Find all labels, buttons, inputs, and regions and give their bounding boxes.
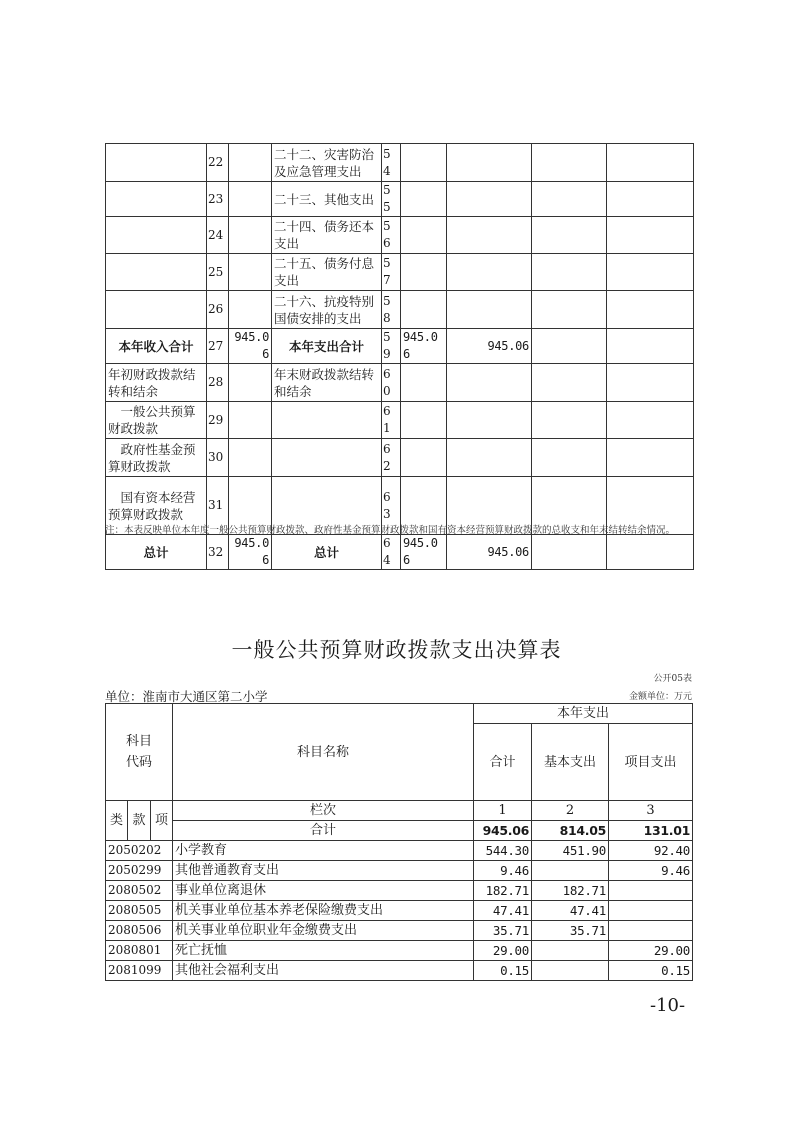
- income-label: 政府性基金预算财政拨款: [106, 439, 207, 477]
- income-index: 24: [207, 217, 229, 254]
- expense-state-capital: [607, 329, 694, 364]
- expense-gov-fund: [532, 254, 607, 291]
- sum-project: 131.01: [609, 821, 693, 841]
- income-label: [106, 182, 207, 217]
- income-index: 22: [207, 144, 229, 182]
- table-row: [106, 254, 694, 291]
- expense-general-budget: [447, 254, 532, 291]
- column-order-label: 栏次: [173, 801, 474, 821]
- table-row-year-total: [106, 329, 694, 364]
- row-basic: [532, 861, 609, 881]
- expense-general-budget: [447, 291, 532, 329]
- row-project: 0.15: [609, 961, 693, 981]
- column-order-1: 1: [474, 801, 532, 821]
- expense-index: 64: [382, 535, 401, 570]
- expense-total: [401, 144, 447, 182]
- income-label: [106, 291, 207, 329]
- income-index: 26: [207, 291, 229, 329]
- reporting-unit: 单位：淮南市大通区第二小学: [105, 689, 268, 704]
- expense-label: 二十五、债务付息支出: [272, 254, 382, 291]
- expense-label: 二十四、债务还本支出: [272, 217, 382, 254]
- table-row: [106, 402, 694, 439]
- expense-gov-fund: [532, 439, 607, 477]
- income-label: [106, 254, 207, 291]
- expense-state-capital: [607, 364, 694, 402]
- row-basic: 182.71: [532, 881, 609, 901]
- expense-gov-fund: [532, 535, 607, 570]
- expense-label: 本年支出合计: [272, 329, 382, 364]
- fiscal-income-expenditure-table: [105, 143, 694, 570]
- expense-gov-fund: [532, 144, 607, 182]
- income-index: 29: [207, 402, 229, 439]
- expense-general-budget: [447, 182, 532, 217]
- expense-total: 945.06: [401, 535, 447, 570]
- income-index: 32: [207, 535, 229, 570]
- income-value: [229, 291, 272, 329]
- table-row: [106, 291, 694, 329]
- expense-index: 58: [382, 291, 401, 329]
- table-row: [106, 439, 694, 477]
- subject-name: 机关事业单位职业年金缴费支出: [173, 921, 474, 941]
- income-value: [229, 217, 272, 254]
- expense-general-budget: [447, 144, 532, 182]
- expense-label: [272, 402, 382, 439]
- sum-basic: 814.05: [532, 821, 609, 841]
- table-row: [106, 941, 693, 961]
- expense-label: 总计: [272, 535, 382, 570]
- expense-index: 60: [382, 364, 401, 402]
- header-total: 合计: [474, 724, 532, 801]
- expense-state-capital: [607, 291, 694, 329]
- income-index: 25: [207, 254, 229, 291]
- row-basic: 451.90: [532, 841, 609, 861]
- row-project: [609, 881, 693, 901]
- income-label: [106, 144, 207, 182]
- income-label: 一般公共预算财政拨款: [106, 402, 207, 439]
- income-index: 27: [207, 329, 229, 364]
- row-project: 9.46: [609, 861, 693, 881]
- table-row: [106, 901, 693, 921]
- income-value: [229, 144, 272, 182]
- sum-label: 合计: [173, 821, 474, 841]
- expense-label: 年末财政拨款结转和结余: [272, 364, 382, 402]
- sum-total: 945.06: [474, 821, 532, 841]
- expense-index: 57: [382, 254, 401, 291]
- expense-gov-fund: [532, 364, 607, 402]
- page-number: -10-: [650, 995, 686, 1016]
- table-row: [106, 364, 694, 402]
- row-basic: [532, 941, 609, 961]
- expense-general-budget: [447, 217, 532, 254]
- row-project: 29.00: [609, 941, 693, 961]
- header-lei: 类: [106, 801, 128, 841]
- expense-gov-fund: [532, 182, 607, 217]
- general-budget-expenditure-table: [105, 703, 693, 981]
- expense-gov-fund: [532, 291, 607, 329]
- money-unit: 金额单位：万元: [628, 692, 692, 702]
- expense-total: [401, 291, 447, 329]
- subject-name: 机关事业单位基本养老保险缴费支出: [173, 901, 474, 921]
- subject-code: 2080505: [106, 901, 173, 921]
- table-row: [106, 861, 693, 881]
- page-title: 一般公共预算财政拨款支出决算表: [231, 638, 562, 662]
- expense-label: 二十三、其他支出: [272, 182, 382, 217]
- income-value: [229, 182, 272, 217]
- expense-state-capital: [607, 144, 694, 182]
- row-total: 35.71: [474, 921, 532, 941]
- expense-index: 55: [382, 182, 401, 217]
- row-basic: 35.71: [532, 921, 609, 941]
- income-value: 945.06: [229, 329, 272, 364]
- expense-general-budget: 945.06: [447, 329, 532, 364]
- income-value: [229, 254, 272, 291]
- income-index: 31: [207, 477, 229, 535]
- header-code-label: 科目代码: [125, 734, 152, 770]
- expense-label: [272, 439, 382, 477]
- income-label: 本年收入合计: [106, 329, 207, 364]
- expense-index: 61: [382, 402, 401, 439]
- expense-gov-fund: [532, 329, 607, 364]
- subject-code: 2050299: [106, 861, 173, 881]
- expense-state-capital: [607, 254, 694, 291]
- expense-total: [401, 439, 447, 477]
- subject-name: 其他普通教育支出: [173, 861, 474, 881]
- income-label: 总计: [106, 535, 207, 570]
- subject-code: 2080502: [106, 881, 173, 901]
- table-row-grand-total: [106, 535, 694, 570]
- subject-code: 2081099: [106, 961, 173, 981]
- form-number: 公开05表: [653, 674, 692, 684]
- subject-code: 2050202: [106, 841, 173, 861]
- table-row: [106, 841, 693, 861]
- row-project: [609, 901, 693, 921]
- header-group: 本年支出: [474, 704, 693, 724]
- subject-code: 2080801: [106, 941, 173, 961]
- row-total: 47.41: [474, 901, 532, 921]
- table-row: [106, 881, 693, 901]
- row-total: 29.00: [474, 941, 532, 961]
- expense-label: 二十二、灾害防治及应急管理支出: [272, 144, 382, 182]
- expense-state-capital: [607, 402, 694, 439]
- expense-state-capital: [607, 535, 694, 570]
- expense-index: 62: [382, 439, 401, 477]
- expense-index: 56: [382, 217, 401, 254]
- subject-code: 2080506: [106, 921, 173, 941]
- expense-total: 945.06: [401, 329, 447, 364]
- column-order-row: [106, 801, 693, 821]
- income-label: 年初财政拨款结转和结余: [106, 364, 207, 402]
- row-basic: [532, 961, 609, 981]
- income-value: 945.06: [229, 535, 272, 570]
- expense-state-capital: [607, 217, 694, 254]
- column-order-2: 2: [532, 801, 609, 821]
- header-xiang: 项: [151, 801, 173, 841]
- table-row: [106, 961, 693, 981]
- income-index: 28: [207, 364, 229, 402]
- header-name: 科目名称: [173, 704, 474, 801]
- table-row: [106, 921, 693, 941]
- table-row: [106, 217, 694, 254]
- income-value: [229, 364, 272, 402]
- row-total: 0.15: [474, 961, 532, 981]
- row-basic: 47.41: [532, 901, 609, 921]
- expense-total: [401, 217, 447, 254]
- expense-general-budget: 945.06: [447, 535, 532, 570]
- expense-total: [401, 364, 447, 402]
- expense-index: 59: [382, 329, 401, 364]
- table-row: [106, 144, 694, 182]
- header-code: [106, 704, 173, 801]
- expense-total: [401, 182, 447, 217]
- row-total: 544.30: [474, 841, 532, 861]
- header-kuan: 款: [128, 801, 151, 841]
- header-project: 项目支出: [609, 724, 693, 801]
- expense-general-budget: [447, 364, 532, 402]
- expense-state-capital: [607, 182, 694, 217]
- subject-name: 事业单位离退休: [173, 881, 474, 901]
- subject-name: 死亡抚恤: [173, 941, 474, 961]
- expense-index: 63: [382, 477, 401, 535]
- subject-name: 其他社会福利支出: [173, 961, 474, 981]
- header-basic: 基本支出: [532, 724, 609, 801]
- subject-name: 小学教育: [173, 841, 474, 861]
- expense-gov-fund: [532, 217, 607, 254]
- expense-total: [401, 254, 447, 291]
- table-note: 注：本表反映单位本年度一般公共预算财政拨款、政府性基金预算财政拨款和国有资本经营预算财政拨款的总收支和年末结转结余情况。: [105, 525, 676, 536]
- income-value: [229, 439, 272, 477]
- expense-general-budget: [447, 402, 532, 439]
- income-value: [229, 402, 272, 439]
- row-project: [609, 921, 693, 941]
- row-project: 92.40: [609, 841, 693, 861]
- sum-row: [106, 821, 693, 841]
- row-total: 9.46: [474, 861, 532, 881]
- expense-gov-fund: [532, 402, 607, 439]
- expense-index: 54: [382, 144, 401, 182]
- expense-general-budget: [447, 439, 532, 477]
- income-index: 23: [207, 182, 229, 217]
- table-row: [106, 182, 694, 217]
- expense-state-capital: [607, 439, 694, 477]
- income-index: 30: [207, 439, 229, 477]
- expense-total: [401, 402, 447, 439]
- income-label: [106, 217, 207, 254]
- column-order-3: 3: [609, 801, 693, 821]
- income-label: 国有资本经营预算财政拨款: [106, 477, 207, 535]
- header-row: [106, 704, 693, 724]
- row-total: 182.71: [474, 881, 532, 901]
- expense-label: 二十六、抗疫特别国债安排的支出: [272, 291, 382, 329]
